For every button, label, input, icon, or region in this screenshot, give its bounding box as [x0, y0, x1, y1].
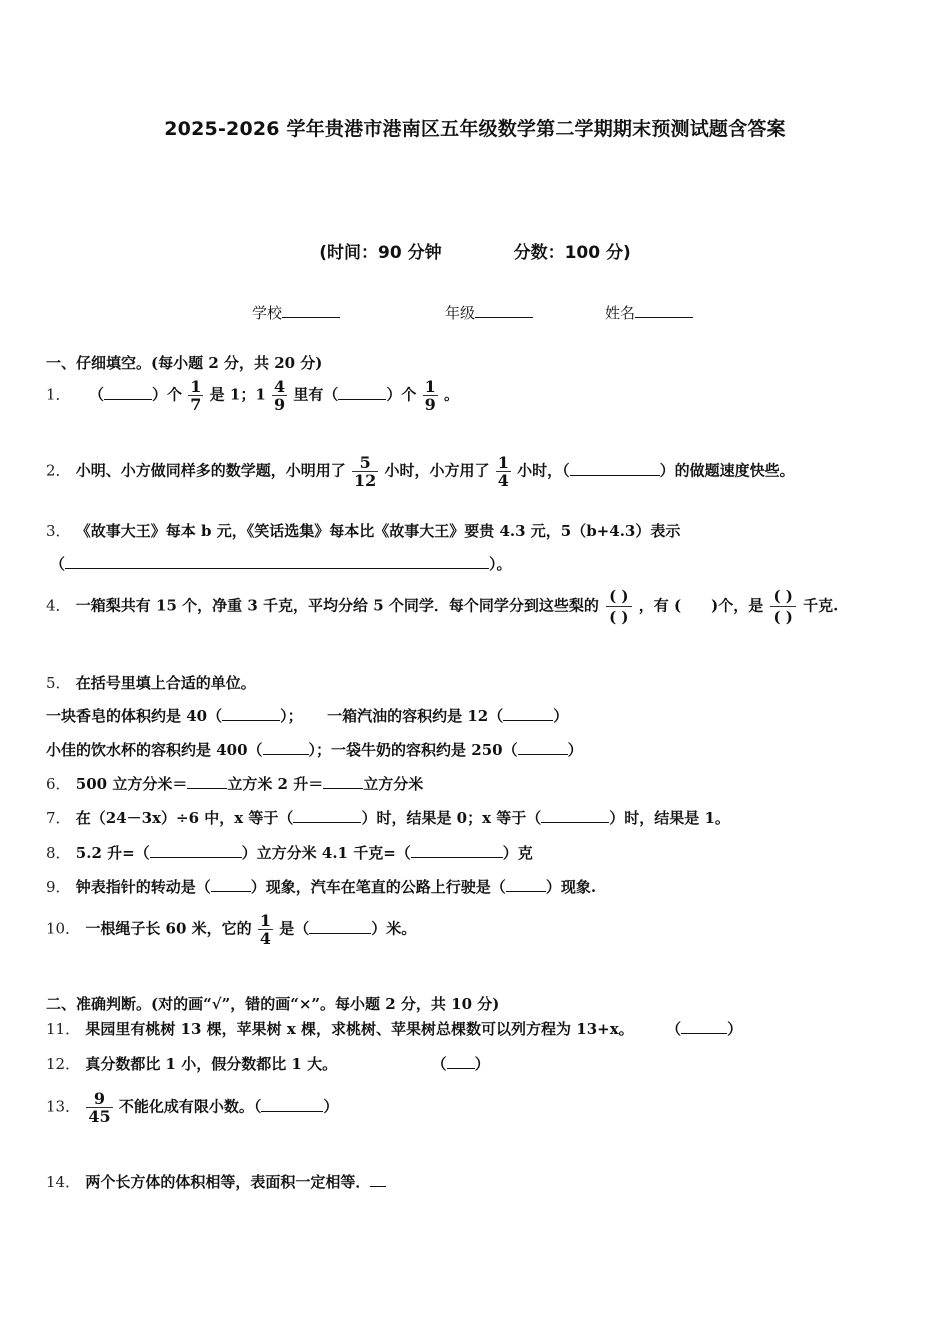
answer-blank[interactable] [518, 753, 568, 755]
answer-blank[interactable] [338, 398, 386, 400]
answer-blank[interactable] [447, 1067, 475, 1069]
question-11: 11． 果园里有桃树 13 棵，苹果树 x 棵，求桃树、苹果树总棵数可以列方程为 13+x。 （ ） [46, 1020, 743, 1038]
name-field[interactable] [605, 302, 693, 323]
answer-blank[interactable] [211, 890, 251, 892]
question-4: 4． 一箱梨共有 15 个，净重 3 千克，平均分给 5 个同学．每个同学分到这些梨的 ( ) ( ) ，有 ( )个，是 ( ) ( ) 千克. [46, 587, 839, 626]
answer-blank[interactable] [323, 787, 363, 789]
answer-blank[interactable] [570, 474, 660, 476]
exam-score: 分数：100 分) [513, 243, 631, 263]
answer-blank[interactable] [681, 1032, 727, 1034]
question-8: 8． 5.2 升=（ ）立方分米 4.1 千克=（ ）克 [46, 844, 533, 862]
question-14: 14． 两个长方体的体积相等，表面积一定相等． [46, 1171, 386, 1192]
school-field[interactable] [252, 302, 340, 323]
answer-blank[interactable] [222, 719, 280, 721]
answer-blank[interactable] [370, 1185, 386, 1187]
question-10: 10． 一根绳子长 60 米，它的 $\frac{1}{4}$ 是（ ）米。 [46, 911, 417, 948]
question-6: 6． 500 立方分米＝ 立方米 2 升＝ 立方分米 [46, 775, 424, 793]
blank-fraction[interactable]: ( ) ( ) [770, 586, 795, 627]
answer-blank[interactable] [411, 856, 503, 858]
answer-blank[interactable] [309, 932, 371, 934]
answer-blank[interactable] [541, 821, 609, 823]
question-5-line2: 小佳的饮水杯的容积约是 400（ ）；一袋牛奶的容积约是 250（ ） [46, 741, 583, 759]
exam-info [0, 238, 950, 263]
question-5: 5． 在括号里填上合适的单位。 [46, 674, 256, 692]
answer-blank[interactable] [150, 856, 242, 858]
question-12: 12． 真分数都比 1 小，假分数都比 1 大。 （ ） [46, 1055, 490, 1073]
question-9: 9． 钟表指针的转动是（ ）现象，汽车在笔直的公路上行驶是（ ）现象. [46, 878, 597, 896]
answer-blank[interactable] [293, 821, 361, 823]
fraction-1-9: $\frac{1}{9}$ [424, 377, 436, 414]
fraction-1-4: $\frac{1}{4}$ [497, 453, 509, 490]
question-3-answer: （ ）。 [50, 555, 512, 573]
question-2: 2． 小明、小方做同样多的数学题，小明用了 $\frac{5}{12}$ 小时，小方用了 $\frac{1}{4}$ 小时，（ ）的做题速度快些。 [46, 453, 795, 490]
fraction-4-9: $\frac{4}{9}$ [274, 377, 286, 414]
name-label: 姓名 [605, 304, 636, 322]
answer-blank[interactable] [104, 398, 152, 400]
answer-blank[interactable] [261, 1110, 323, 1112]
question-5-line1: 一块香皂的体积约是 40（ ）； 一箱汽油的容积约是 12（ ） [46, 707, 569, 725]
fraction-1-4: $\frac{1}{4}$ [259, 911, 272, 948]
question-13: 13． $\frac{9}{45}$ 不能化成有限小数。（ ） [46, 1089, 339, 1126]
exam-time: (时间：90 分钟 [319, 243, 442, 263]
fraction-9-45: $\frac{9}{45}$ [88, 1089, 111, 1126]
school-label: 学校 [252, 304, 283, 322]
section2-heading: 二、准确判断。(对的画“√”，错的画“×”。每小题 2 分，共 10 分) [46, 995, 500, 1013]
fraction-5-12: $\frac{5}{12}$ [354, 453, 377, 490]
name-blank[interactable] [635, 316, 693, 318]
section1-heading: 一、仔细填空。(每小题 2 分，共 20 分) [46, 354, 323, 372]
answer-blank[interactable] [65, 567, 489, 569]
grade-field[interactable] [445, 302, 533, 323]
page-title: 2025-2026 学年贵港市港南区五年级数学第二学期期末预测试题含答案 [164, 118, 786, 140]
question-1: 1． （ ）个 $\frac{1}{7}$ 是 1；1 $\frac{4}{9}$ 里有（ ）个 $\frac{1}{9}$ 。 [46, 377, 460, 414]
answer-blank[interactable] [506, 890, 546, 892]
grade-label: 年级 [445, 304, 476, 322]
fraction-1-7: $\frac{1}{7}$ [190, 377, 202, 414]
blank-fraction[interactable]: ( ) ( ) [606, 586, 631, 627]
question-3: 3． 《故事大王》每本 b 元，《笑话选集》每本比《故事大王》要贵 4.3 元，5（b+4.3）表示 [46, 522, 681, 540]
answer-blank[interactable] [187, 787, 227, 789]
school-blank[interactable] [282, 316, 340, 318]
question-7: 7． 在（24－3x）÷6 中，x 等于（ ）时，结果是 0；x 等于（ ）时，结果是 1。 [46, 809, 730, 827]
answer-blank[interactable] [503, 719, 553, 721]
answer-blank[interactable] [263, 753, 309, 755]
grade-blank[interactable] [475, 316, 533, 318]
